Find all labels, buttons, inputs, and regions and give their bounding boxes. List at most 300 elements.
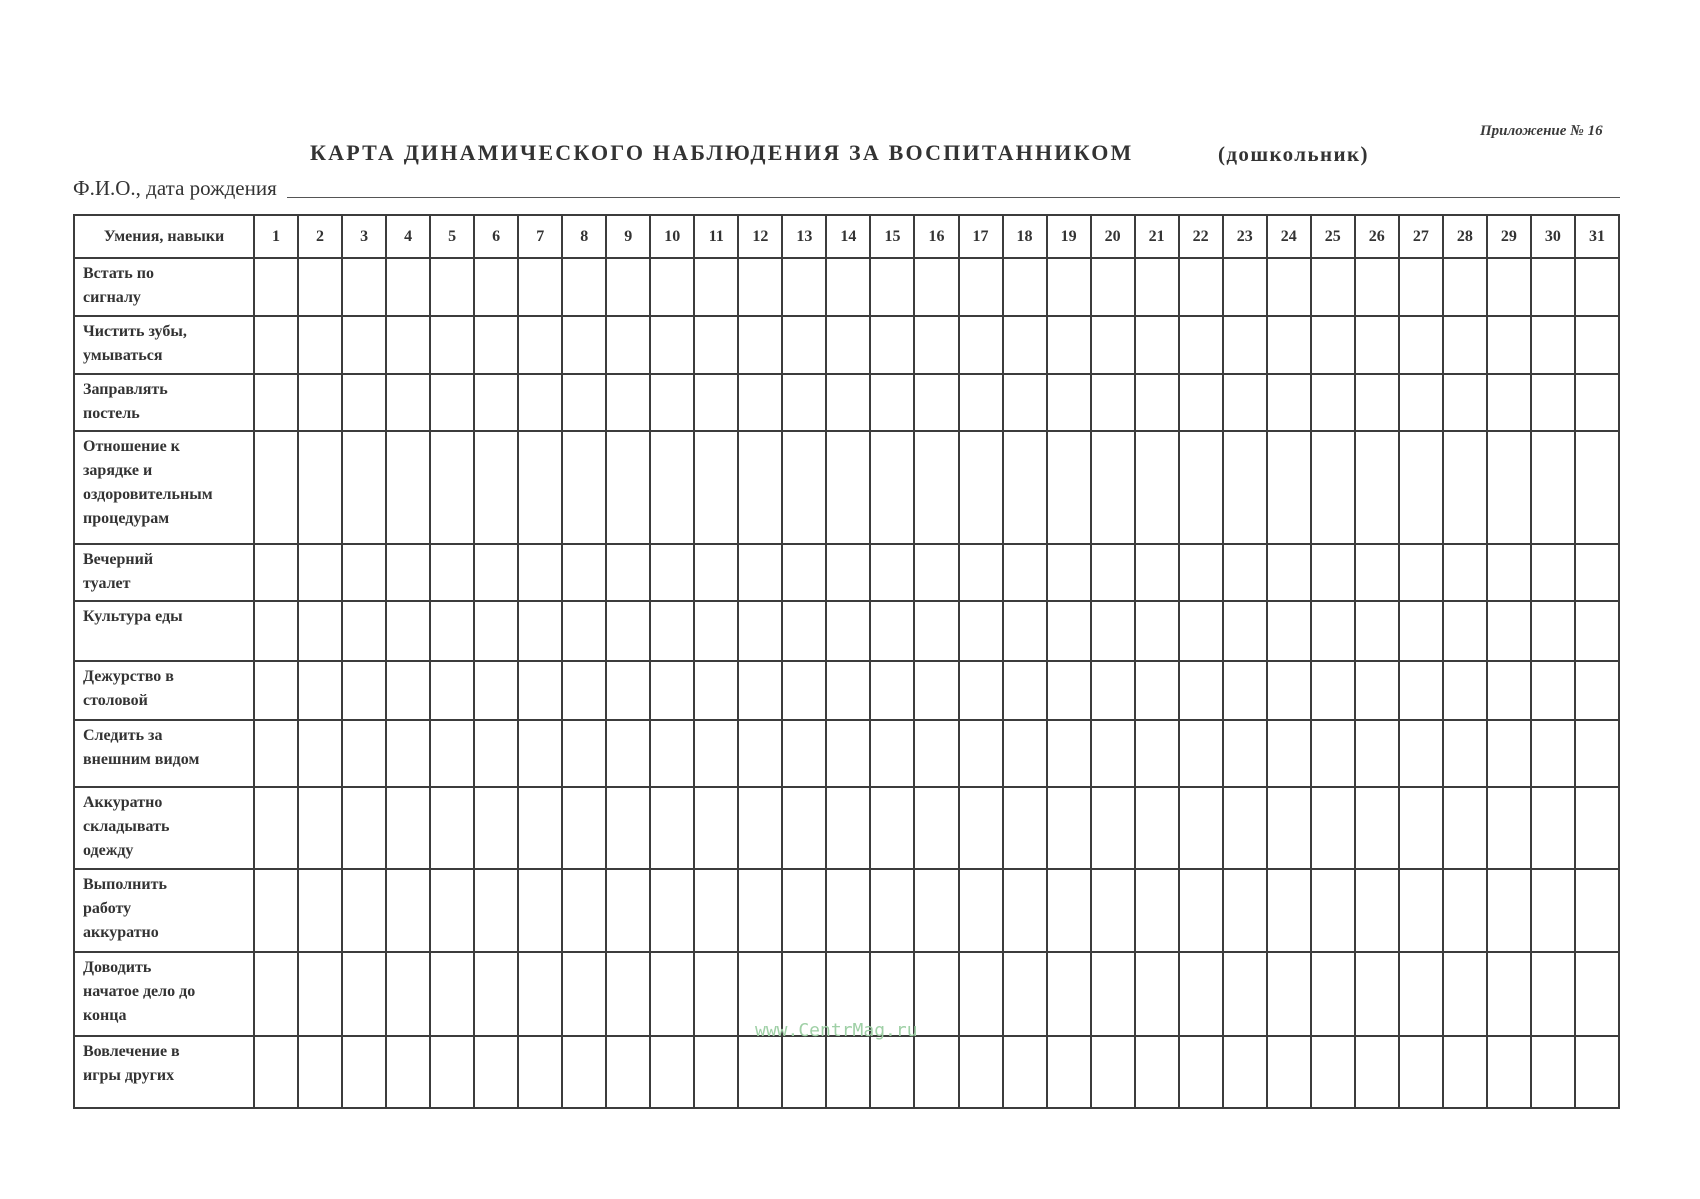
observation-cell[interactable] — [650, 544, 694, 601]
observation-cell[interactable] — [430, 258, 474, 316]
observation-cell[interactable] — [959, 661, 1003, 720]
observation-cell[interactable] — [1223, 431, 1267, 544]
observation-cell[interactable] — [386, 661, 430, 720]
observation-cell[interactable] — [914, 787, 958, 869]
observation-cell[interactable] — [1531, 601, 1575, 661]
observation-cell[interactable] — [1443, 1036, 1487, 1108]
observation-cell[interactable] — [1399, 544, 1443, 601]
observation-cell[interactable] — [1047, 720, 1091, 787]
observation-cell[interactable] — [1355, 601, 1399, 661]
observation-cell[interactable] — [430, 544, 474, 601]
observation-cell[interactable] — [914, 374, 958, 431]
observation-cell[interactable] — [1531, 431, 1575, 544]
observation-cell[interactable] — [1223, 601, 1267, 661]
observation-cell[interactable] — [1003, 952, 1047, 1036]
observation-cell[interactable] — [430, 374, 474, 431]
observation-cell[interactable] — [870, 1036, 914, 1108]
observation-cell[interactable] — [606, 869, 650, 952]
observation-cell[interactable] — [298, 720, 342, 787]
observation-cell[interactable] — [1047, 258, 1091, 316]
observation-cell[interactable] — [826, 374, 870, 431]
observation-cell[interactable] — [782, 316, 826, 374]
observation-cell[interactable] — [1179, 787, 1223, 869]
observation-cell[interactable] — [694, 952, 738, 1036]
observation-cell[interactable] — [1267, 316, 1311, 374]
observation-cell[interactable] — [430, 720, 474, 787]
observation-cell[interactable] — [1575, 869, 1619, 952]
observation-cell[interactable] — [1267, 787, 1311, 869]
observation-cell[interactable] — [474, 316, 518, 374]
observation-cell[interactable] — [1575, 601, 1619, 661]
observation-cell[interactable] — [562, 661, 606, 720]
observation-cell[interactable] — [1179, 316, 1223, 374]
observation-cell[interactable] — [1311, 661, 1355, 720]
observation-cell[interactable] — [782, 431, 826, 544]
observation-cell[interactable] — [1135, 952, 1179, 1036]
observation-cell[interactable] — [1443, 952, 1487, 1036]
observation-cell[interactable] — [1047, 661, 1091, 720]
observation-cell[interactable] — [782, 661, 826, 720]
observation-cell[interactable] — [1091, 661, 1135, 720]
observation-cell[interactable] — [386, 787, 430, 869]
observation-cell[interactable] — [914, 869, 958, 952]
observation-cell[interactable] — [694, 258, 738, 316]
observation-cell[interactable] — [1223, 258, 1267, 316]
observation-cell[interactable] — [1575, 431, 1619, 544]
observation-cell[interactable] — [1047, 952, 1091, 1036]
observation-cell[interactable] — [430, 601, 474, 661]
observation-cell[interactable] — [606, 374, 650, 431]
observation-cell[interactable] — [1399, 601, 1443, 661]
observation-cell[interactable] — [1399, 431, 1443, 544]
observation-cell[interactable] — [694, 869, 738, 952]
observation-cell[interactable] — [254, 544, 298, 601]
observation-cell[interactable] — [430, 1036, 474, 1108]
observation-cell[interactable] — [826, 869, 870, 952]
observation-cell[interactable] — [1091, 431, 1135, 544]
observation-cell[interactable] — [1575, 952, 1619, 1036]
observation-cell[interactable] — [914, 544, 958, 601]
observation-cell[interactable] — [254, 431, 298, 544]
observation-cell[interactable] — [386, 869, 430, 952]
observation-cell[interactable] — [650, 316, 694, 374]
observation-cell[interactable] — [1311, 374, 1355, 431]
observation-cell[interactable] — [826, 661, 870, 720]
observation-cell[interactable] — [1047, 787, 1091, 869]
observation-cell[interactable] — [870, 544, 914, 601]
observation-cell[interactable] — [1267, 431, 1311, 544]
observation-cell[interactable] — [298, 316, 342, 374]
observation-cell[interactable] — [254, 720, 298, 787]
observation-cell[interactable] — [738, 544, 782, 601]
observation-cell[interactable] — [1355, 720, 1399, 787]
observation-cell[interactable] — [1135, 316, 1179, 374]
observation-cell[interactable] — [430, 787, 474, 869]
observation-cell[interactable] — [1091, 952, 1135, 1036]
observation-cell[interactable] — [518, 601, 562, 661]
observation-cell[interactable] — [1091, 374, 1135, 431]
observation-cell[interactable] — [1487, 952, 1531, 1036]
observation-cell[interactable] — [1443, 544, 1487, 601]
observation-cell[interactable] — [1443, 869, 1487, 952]
observation-cell[interactable] — [1003, 316, 1047, 374]
observation-cell[interactable] — [254, 258, 298, 316]
observation-cell[interactable] — [826, 787, 870, 869]
observation-cell[interactable] — [1355, 431, 1399, 544]
observation-cell[interactable] — [870, 601, 914, 661]
observation-cell[interactable] — [1399, 316, 1443, 374]
observation-cell[interactable] — [1399, 720, 1443, 787]
observation-cell[interactable] — [870, 720, 914, 787]
observation-cell[interactable] — [1003, 374, 1047, 431]
observation-cell[interactable] — [254, 601, 298, 661]
observation-cell[interactable] — [738, 601, 782, 661]
observation-cell[interactable] — [606, 431, 650, 544]
observation-cell[interactable] — [254, 787, 298, 869]
observation-cell[interactable] — [298, 661, 342, 720]
observation-cell[interactable] — [1179, 431, 1223, 544]
observation-cell[interactable] — [1091, 869, 1135, 952]
observation-cell[interactable] — [1047, 431, 1091, 544]
observation-cell[interactable] — [1047, 601, 1091, 661]
observation-cell[interactable] — [518, 431, 562, 544]
observation-cell[interactable] — [1091, 316, 1135, 374]
observation-cell[interactable] — [430, 316, 474, 374]
observation-cell[interactable] — [1267, 374, 1311, 431]
observation-cell[interactable] — [914, 720, 958, 787]
observation-cell[interactable] — [694, 374, 738, 431]
observation-cell[interactable] — [606, 787, 650, 869]
observation-cell[interactable] — [606, 601, 650, 661]
observation-cell[interactable] — [342, 601, 386, 661]
observation-cell[interactable] — [694, 544, 738, 601]
observation-cell[interactable] — [342, 316, 386, 374]
observation-cell[interactable] — [1003, 431, 1047, 544]
observation-cell[interactable] — [298, 1036, 342, 1108]
observation-cell[interactable] — [650, 869, 694, 952]
observation-cell[interactable] — [959, 316, 1003, 374]
observation-cell[interactable] — [1179, 374, 1223, 431]
observation-cell[interactable] — [650, 787, 694, 869]
observation-cell[interactable] — [1267, 544, 1311, 601]
observation-cell[interactable] — [342, 431, 386, 544]
observation-cell[interactable] — [1487, 661, 1531, 720]
observation-cell[interactable] — [1311, 720, 1355, 787]
observation-cell[interactable] — [562, 869, 606, 952]
observation-cell[interactable] — [342, 258, 386, 316]
observation-cell[interactable] — [1355, 544, 1399, 601]
observation-cell[interactable] — [914, 661, 958, 720]
observation-cell[interactable] — [1047, 316, 1091, 374]
observation-cell[interactable] — [870, 374, 914, 431]
observation-cell[interactable] — [518, 374, 562, 431]
observation-cell[interactable] — [518, 661, 562, 720]
observation-cell[interactable] — [650, 952, 694, 1036]
observation-cell[interactable] — [474, 661, 518, 720]
observation-cell[interactable] — [738, 1036, 782, 1108]
observation-cell[interactable] — [1003, 787, 1047, 869]
observation-cell[interactable] — [1223, 316, 1267, 374]
observation-cell[interactable] — [782, 720, 826, 787]
observation-cell[interactable] — [914, 601, 958, 661]
observation-cell[interactable] — [914, 431, 958, 544]
observation-cell[interactable] — [606, 952, 650, 1036]
observation-cell[interactable] — [1531, 1036, 1575, 1108]
observation-cell[interactable] — [1267, 952, 1311, 1036]
observation-cell[interactable] — [959, 544, 1003, 601]
observation-cell[interactable] — [1311, 258, 1355, 316]
observation-cell[interactable] — [1223, 661, 1267, 720]
observation-cell[interactable] — [1135, 374, 1179, 431]
observation-cell[interactable] — [1531, 258, 1575, 316]
observation-cell[interactable] — [254, 661, 298, 720]
observation-cell[interactable] — [562, 1036, 606, 1108]
observation-cell[interactable] — [1091, 258, 1135, 316]
observation-cell[interactable] — [782, 258, 826, 316]
observation-cell[interactable] — [826, 316, 870, 374]
observation-cell[interactable] — [562, 787, 606, 869]
observation-cell[interactable] — [474, 601, 518, 661]
observation-cell[interactable] — [959, 258, 1003, 316]
observation-cell[interactable] — [1531, 720, 1575, 787]
observation-cell[interactable] — [738, 431, 782, 544]
observation-cell[interactable] — [1047, 869, 1091, 952]
observation-cell[interactable] — [1003, 601, 1047, 661]
observation-cell[interactable] — [694, 601, 738, 661]
observation-cell[interactable] — [1443, 316, 1487, 374]
observation-cell[interactable] — [870, 316, 914, 374]
observation-cell[interactable] — [650, 1036, 694, 1108]
observation-cell[interactable] — [1487, 601, 1531, 661]
observation-cell[interactable] — [782, 601, 826, 661]
observation-cell[interactable] — [1179, 544, 1223, 601]
observation-cell[interactable] — [518, 258, 562, 316]
observation-cell[interactable] — [1531, 787, 1575, 869]
observation-cell[interactable] — [1355, 661, 1399, 720]
observation-cell[interactable] — [870, 869, 914, 952]
observation-cell[interactable] — [430, 952, 474, 1036]
observation-cell[interactable] — [1223, 1036, 1267, 1108]
observation-cell[interactable] — [694, 661, 738, 720]
observation-cell[interactable] — [386, 316, 430, 374]
observation-cell[interactable] — [386, 258, 430, 316]
observation-cell[interactable] — [1355, 374, 1399, 431]
observation-cell[interactable] — [1223, 952, 1267, 1036]
observation-cell[interactable] — [474, 869, 518, 952]
observation-cell[interactable] — [254, 869, 298, 952]
observation-cell[interactable] — [298, 258, 342, 316]
observation-cell[interactable] — [914, 1036, 958, 1108]
observation-cell[interactable] — [959, 431, 1003, 544]
observation-cell[interactable] — [254, 952, 298, 1036]
observation-cell[interactable] — [694, 316, 738, 374]
observation-cell[interactable] — [1399, 952, 1443, 1036]
observation-cell[interactable] — [518, 720, 562, 787]
observation-cell[interactable] — [1399, 661, 1443, 720]
observation-cell[interactable] — [386, 374, 430, 431]
observation-cell[interactable] — [650, 258, 694, 316]
observation-cell[interactable] — [1487, 1036, 1531, 1108]
observation-cell[interactable] — [474, 544, 518, 601]
observation-cell[interactable] — [562, 374, 606, 431]
observation-cell[interactable] — [782, 869, 826, 952]
observation-cell[interactable] — [1531, 952, 1575, 1036]
observation-cell[interactable] — [1311, 431, 1355, 544]
observation-cell[interactable] — [518, 952, 562, 1036]
observation-cell[interactable] — [518, 869, 562, 952]
observation-cell[interactable] — [650, 661, 694, 720]
observation-cell[interactable] — [1179, 661, 1223, 720]
observation-cell[interactable] — [1179, 952, 1223, 1036]
observation-cell[interactable] — [386, 431, 430, 544]
observation-cell[interactable] — [1575, 661, 1619, 720]
observation-cell[interactable] — [1487, 316, 1531, 374]
observation-cell[interactable] — [1091, 787, 1135, 869]
observation-cell[interactable] — [782, 544, 826, 601]
observation-cell[interactable] — [1223, 787, 1267, 869]
observation-cell[interactable] — [1487, 787, 1531, 869]
observation-cell[interactable] — [1091, 601, 1135, 661]
observation-cell[interactable] — [606, 316, 650, 374]
observation-cell[interactable] — [1311, 869, 1355, 952]
observation-cell[interactable] — [826, 601, 870, 661]
observation-cell[interactable] — [1135, 720, 1179, 787]
observation-cell[interactable] — [650, 720, 694, 787]
observation-cell[interactable] — [1267, 869, 1311, 952]
observation-cell[interactable] — [606, 661, 650, 720]
observation-cell[interactable] — [1487, 431, 1531, 544]
observation-cell[interactable] — [1223, 869, 1267, 952]
observation-cell[interactable] — [1135, 601, 1179, 661]
observation-cell[interactable] — [694, 787, 738, 869]
observation-cell[interactable] — [1267, 661, 1311, 720]
observation-cell[interactable] — [1575, 374, 1619, 431]
observation-cell[interactable] — [342, 787, 386, 869]
observation-cell[interactable] — [914, 316, 958, 374]
observation-cell[interactable] — [562, 952, 606, 1036]
observation-cell[interactable] — [1267, 258, 1311, 316]
observation-cell[interactable] — [1531, 661, 1575, 720]
observation-cell[interactable] — [298, 374, 342, 431]
observation-cell[interactable] — [826, 431, 870, 544]
observation-cell[interactable] — [606, 258, 650, 316]
observation-cell[interactable] — [1443, 787, 1487, 869]
observation-cell[interactable] — [562, 316, 606, 374]
observation-cell[interactable] — [959, 374, 1003, 431]
observation-cell[interactable] — [1355, 1036, 1399, 1108]
observation-cell[interactable] — [386, 1036, 430, 1108]
observation-cell[interactable] — [298, 787, 342, 869]
observation-cell[interactable] — [474, 374, 518, 431]
observation-cell[interactable] — [738, 720, 782, 787]
observation-cell[interactable] — [298, 544, 342, 601]
observation-cell[interactable] — [1311, 601, 1355, 661]
observation-cell[interactable] — [1487, 720, 1531, 787]
observation-cell[interactable] — [518, 544, 562, 601]
observation-cell[interactable] — [1311, 316, 1355, 374]
observation-cell[interactable] — [1223, 544, 1267, 601]
observation-cell[interactable] — [1531, 374, 1575, 431]
observation-cell[interactable] — [606, 544, 650, 601]
observation-cell[interactable] — [1047, 544, 1091, 601]
observation-cell[interactable] — [1443, 661, 1487, 720]
observation-cell[interactable] — [1575, 787, 1619, 869]
observation-cell[interactable] — [1135, 544, 1179, 601]
observation-cell[interactable] — [1487, 374, 1531, 431]
observation-cell[interactable] — [1531, 316, 1575, 374]
observation-cell[interactable] — [342, 720, 386, 787]
observation-cell[interactable] — [914, 258, 958, 316]
observation-cell[interactable] — [430, 431, 474, 544]
observation-cell[interactable] — [562, 258, 606, 316]
observation-cell[interactable] — [1443, 601, 1487, 661]
observation-cell[interactable] — [1135, 787, 1179, 869]
observation-cell[interactable] — [870, 258, 914, 316]
observation-cell[interactable] — [1443, 258, 1487, 316]
observation-cell[interactable] — [959, 869, 1003, 952]
observation-cell[interactable] — [342, 661, 386, 720]
observation-cell[interactable] — [1399, 1036, 1443, 1108]
observation-cell[interactable] — [298, 601, 342, 661]
observation-cell[interactable] — [1311, 544, 1355, 601]
observation-cell[interactable] — [474, 787, 518, 869]
observation-cell[interactable] — [650, 601, 694, 661]
observation-cell[interactable] — [1003, 1036, 1047, 1108]
observation-cell[interactable] — [1355, 952, 1399, 1036]
observation-cell[interactable] — [254, 374, 298, 431]
observation-cell[interactable] — [1179, 1036, 1223, 1108]
observation-cell[interactable] — [518, 787, 562, 869]
observation-cell[interactable] — [386, 720, 430, 787]
observation-cell[interactable] — [606, 720, 650, 787]
observation-cell[interactable] — [1267, 1036, 1311, 1108]
observation-cell[interactable] — [738, 661, 782, 720]
observation-cell[interactable] — [1003, 869, 1047, 952]
observation-cell[interactable] — [518, 1036, 562, 1108]
observation-cell[interactable] — [298, 431, 342, 544]
observation-cell[interactable] — [1399, 869, 1443, 952]
observation-cell[interactable] — [342, 544, 386, 601]
observation-cell[interactable] — [1003, 720, 1047, 787]
observation-cell[interactable] — [254, 1036, 298, 1108]
observation-cell[interactable] — [959, 720, 1003, 787]
observation-cell[interactable] — [1355, 316, 1399, 374]
observation-cell[interactable] — [342, 952, 386, 1036]
observation-cell[interactable] — [959, 601, 1003, 661]
observation-cell[interactable] — [342, 374, 386, 431]
observation-cell[interactable] — [562, 431, 606, 544]
observation-cell[interactable] — [298, 952, 342, 1036]
observation-cell[interactable] — [1399, 374, 1443, 431]
observation-cell[interactable] — [959, 787, 1003, 869]
observation-cell[interactable] — [430, 869, 474, 952]
observation-cell[interactable] — [1047, 374, 1091, 431]
observation-cell[interactable] — [1135, 258, 1179, 316]
observation-cell[interactable] — [694, 720, 738, 787]
observation-cell[interactable] — [1575, 720, 1619, 787]
observation-cell[interactable] — [694, 1036, 738, 1108]
observation-cell[interactable] — [1399, 258, 1443, 316]
observation-cell[interactable] — [1091, 1036, 1135, 1108]
observation-cell[interactable] — [1311, 952, 1355, 1036]
observation-cell[interactable] — [1179, 869, 1223, 952]
observation-cell[interactable] — [826, 1036, 870, 1108]
observation-cell[interactable] — [1575, 544, 1619, 601]
observation-cell[interactable] — [342, 869, 386, 952]
observation-cell[interactable] — [606, 1036, 650, 1108]
observation-cell[interactable] — [562, 720, 606, 787]
observation-cell[interactable] — [386, 601, 430, 661]
